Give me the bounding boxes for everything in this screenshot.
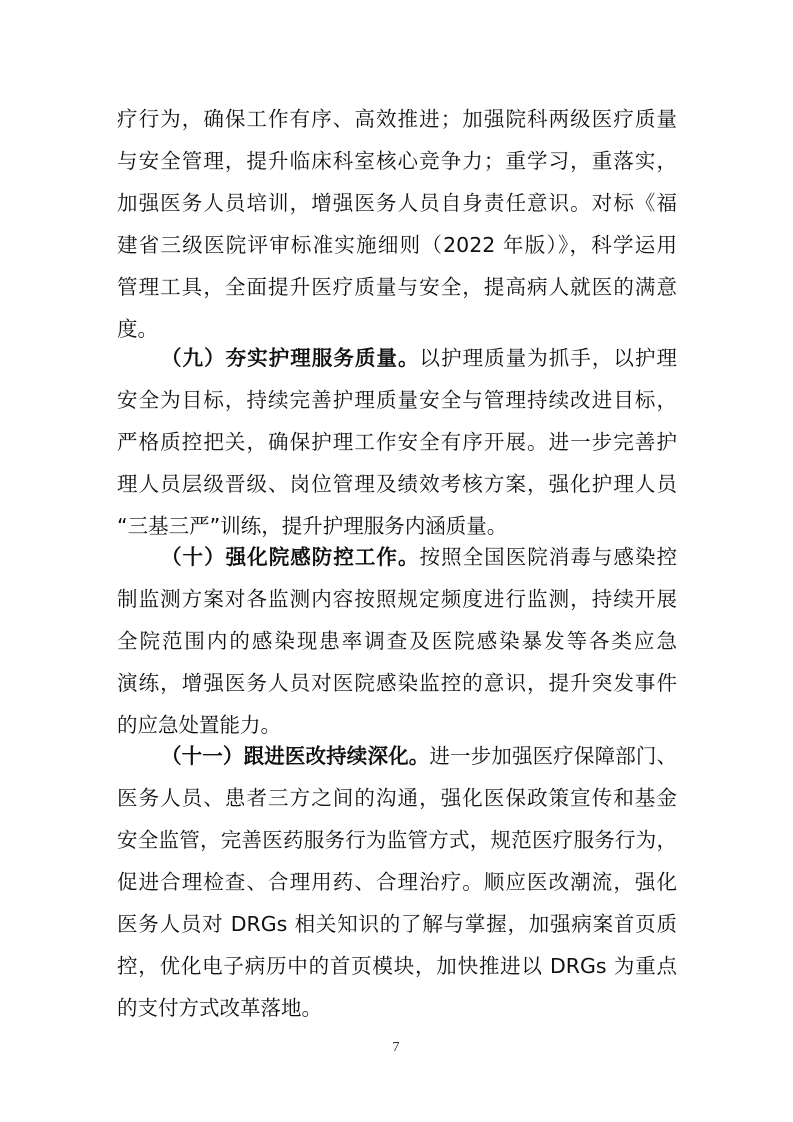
text-line: 理人员层级晋级、岗位管理及绩效考核方案，强化护理人员 bbox=[117, 472, 677, 496]
section-heading-9: （九）夯实护理服务质量。 bbox=[161, 346, 420, 370]
text-line: 的支付方式改革落地。 bbox=[117, 996, 322, 1020]
text-line: 安全监管，完善医药服务行为监管方式，规范医疗服务行为， bbox=[117, 828, 677, 852]
text-line: 管理工具，全面提升医疗质量与安全，提高病人就医的满意 bbox=[117, 275, 677, 299]
section-heading-10: （十）强化院感防控工作。 bbox=[161, 545, 420, 569]
paragraph-first-line bbox=[161, 339, 677, 377]
paragraph-first-line bbox=[161, 737, 677, 775]
text-run: 按照全国医院消毒与感染控 bbox=[419, 545, 678, 569]
text-run: 以护理质量为抓手，以护理 bbox=[419, 346, 678, 370]
paragraph-first-line bbox=[161, 538, 677, 576]
text-line: 全院范围内的感染现患率调查及医院感染暴发等各类应急 bbox=[117, 629, 677, 653]
text-line: 与安全管理，提升临床科室核心竞争力；重学习，重落实， bbox=[117, 149, 677, 173]
text-line: 促进合理检查、合理用药、合理治疗。顺应医改潮流，强化 bbox=[117, 870, 677, 894]
text-line: 的应急处置能力。 bbox=[117, 713, 281, 737]
text-line: 制监测方案对各监测内容按照规定频度进行监测，持续开展 bbox=[117, 587, 677, 611]
text-line: 加强医务人员培训，增强医务人员自身责任意识。对标《福 bbox=[117, 191, 677, 215]
text-line: 安全为目标，持续完善护理质量安全与管理持续改进目标， bbox=[117, 388, 677, 412]
text-line: 演练，增强医务人员对医院感染监控的意识，提升突发事件 bbox=[117, 671, 677, 695]
text-run: 进一步加强医疗保障部门、 bbox=[429, 744, 678, 768]
text-line: 疗行为，确保工作有序、高效推进；加强院科两级医疗质量 bbox=[117, 107, 677, 131]
text-line: 建省三级医院评审标准实施细则（2022 年版）》，科学运用 bbox=[117, 233, 677, 257]
text-line: 医务人员、患者三方之间的沟通，强化医保政策宣传和基金 bbox=[117, 786, 677, 810]
text-line: 控，优化电子病历中的首页模块，加快推进以 DRGs 为重点 bbox=[117, 954, 677, 978]
text-line: “三基三严”训练，提升护理服务内涵质量。 bbox=[117, 514, 508, 538]
section-heading-11: （十一）跟进医改持续深化。 bbox=[161, 744, 430, 768]
page-number: 7 bbox=[392, 1040, 400, 1055]
text-line: 医务人员对 DRGs 相关知识的了解与掌握，加强病案首页质 bbox=[117, 912, 677, 936]
text-line: 严格质控把关，确保护理工作安全有序开展。进一步完善护 bbox=[117, 430, 677, 454]
text-line: 度。 bbox=[117, 317, 158, 341]
